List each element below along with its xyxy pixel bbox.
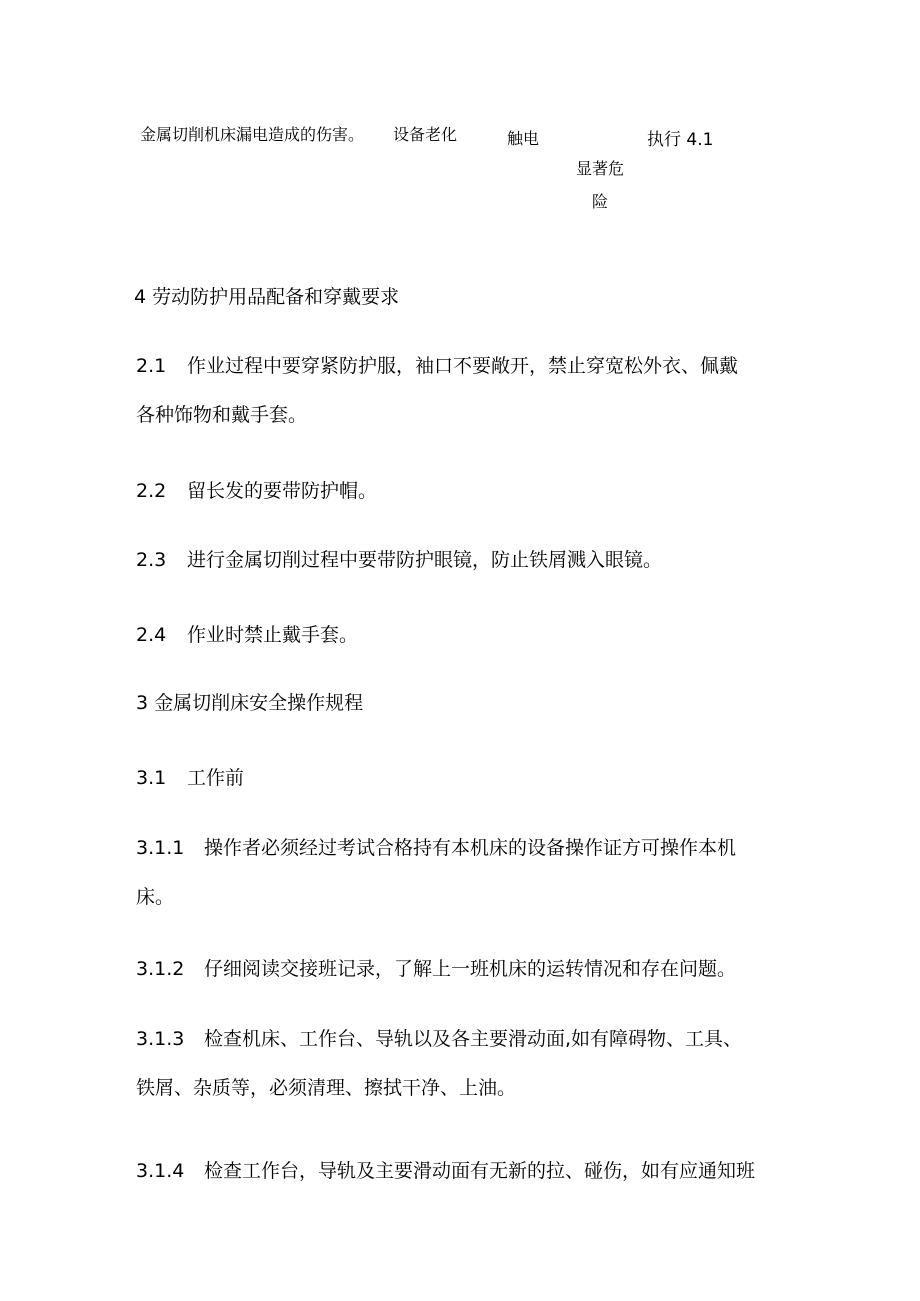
- paragraph-line: 仔细阅读交接班记录，了解上一班机床的运转情况和存在问题。: [204, 958, 737, 980]
- paragraph-line: 检查工作台，导轨及主要滑动面有无新的拉、碰伤，如有应通知班: [204, 1160, 756, 1182]
- paragraph-line: 床。: [136, 886, 175, 908]
- paragraph-number: 2.4: [136, 624, 167, 646]
- paragraph-number: 3.1.3: [136, 1028, 185, 1050]
- hazard-description: 金属切削机床漏电造成的伤害。: [140, 125, 365, 144]
- paragraph-number: 3.1.4: [136, 1160, 185, 1182]
- paragraph-number: 3.1: [136, 767, 167, 789]
- section-heading-3: 3 金属切削床安全操作规程: [136, 692, 364, 714]
- section-heading-4: 4 劳动防护用品配备和穿戴要求: [134, 286, 400, 308]
- paragraph-line: 各种饰物和戴手套。: [136, 404, 308, 426]
- risk-level-line2: 险: [592, 192, 609, 211]
- paragraph-line: 留长发的要带防护帽。: [187, 480, 378, 502]
- paragraph-number: 3.1.1: [136, 837, 185, 859]
- hazard-consequence: 触电: [507, 129, 540, 148]
- paragraph-line: 检查机床、工作台、导轨以及各主要滑动面,如有障碍物、工具、: [204, 1028, 743, 1050]
- paragraph-line: 操作者必须经过考试合格持有本机床的设备操作证方可操作本机: [204, 837, 737, 859]
- paragraph-line: 工作前: [187, 767, 245, 789]
- paragraph-number: 2.3: [136, 549, 167, 571]
- hazard-cause: 设备老化: [393, 125, 458, 144]
- control-measure: 执行 4.1: [647, 130, 714, 150]
- paragraph-line: 进行金属切削过程中要带防护眼镜，防止铁屑溅入眼镜。: [187, 549, 663, 571]
- paragraph-number: 2.2: [136, 480, 167, 502]
- paragraph-number: 2.1: [136, 355, 167, 377]
- paragraph-line: 作业过程中要穿紧防护服，袖口不要敞开，禁止穿宽松外衣、佩戴: [187, 355, 739, 377]
- risk-level-line1: 显著危: [576, 159, 625, 178]
- paragraph-line: 作业时禁止戴手套。: [187, 624, 359, 646]
- paragraph-line: 铁屑、杂质等，必须清理、擦拭干净、上油。: [136, 1077, 517, 1099]
- paragraph-number: 3.1.2: [136, 958, 185, 980]
